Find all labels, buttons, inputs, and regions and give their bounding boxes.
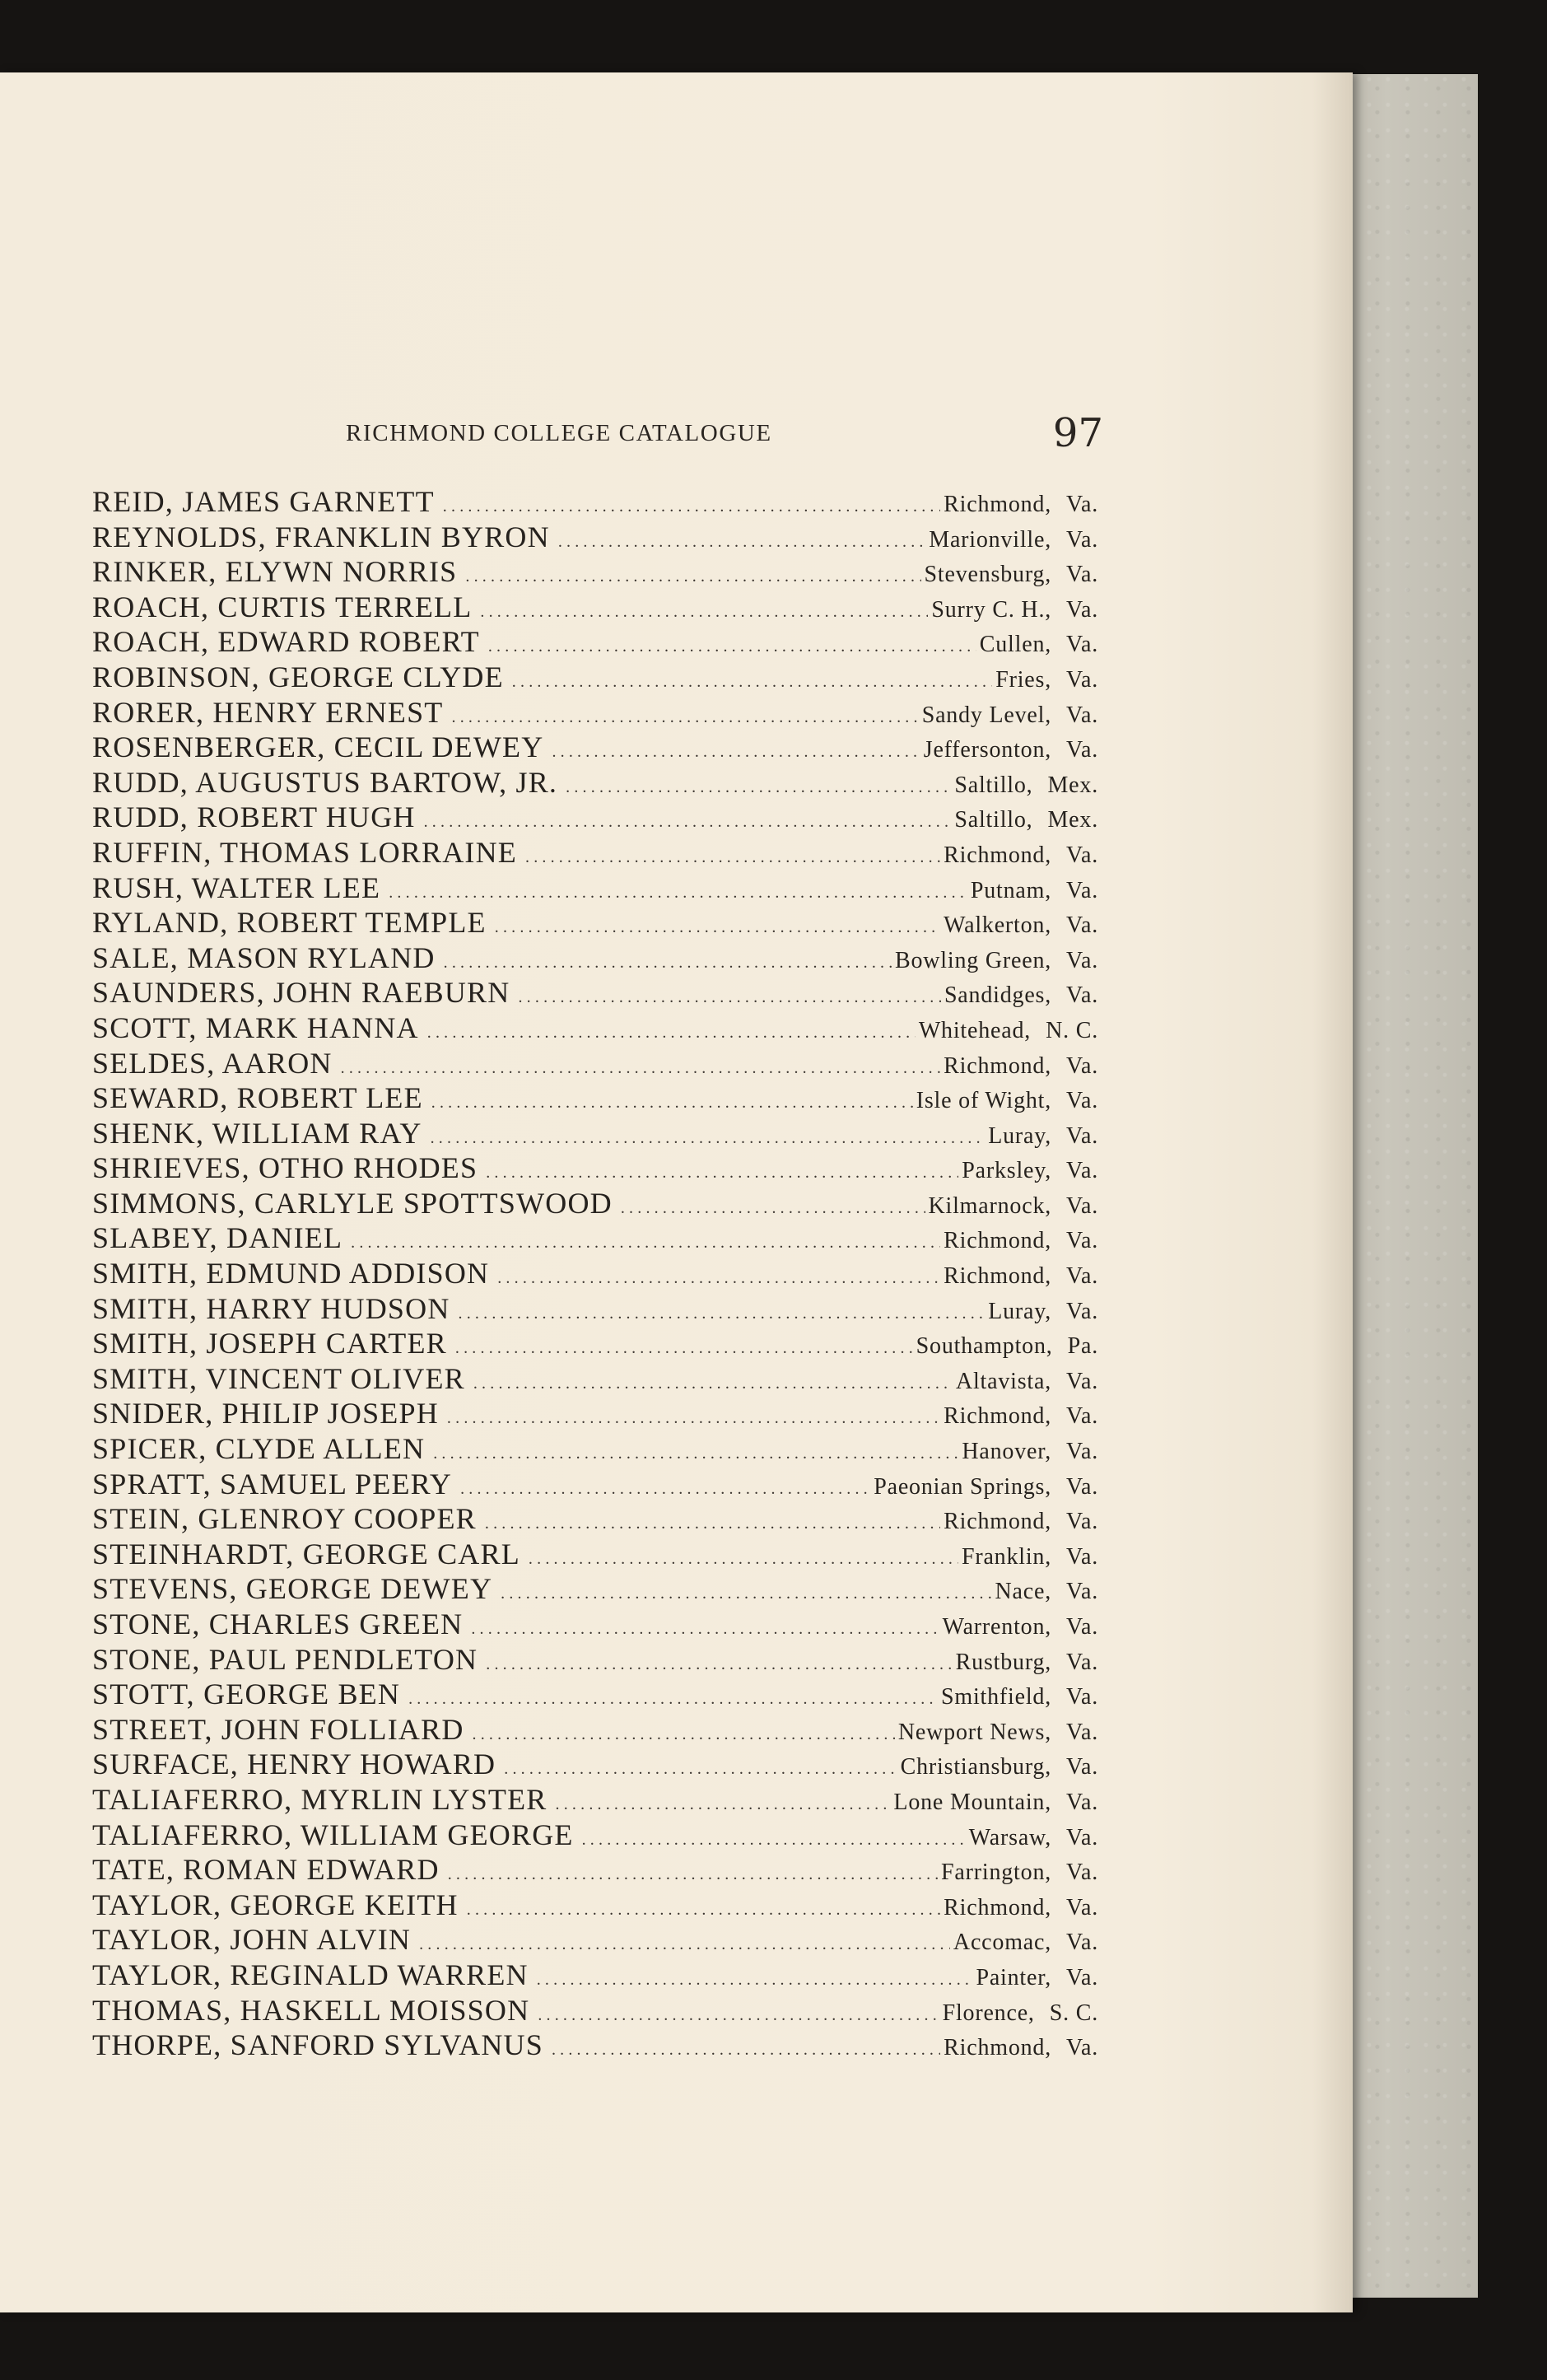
state-abbreviation: Va. xyxy=(1066,1543,1098,1570)
dot-leader xyxy=(448,1857,938,1892)
dot-leader xyxy=(447,1401,940,1436)
dot-leader xyxy=(427,1015,916,1051)
state-abbreviation: Va. xyxy=(1066,1122,1098,1149)
student-name: STEIN, GLENROY COOPER xyxy=(92,1502,477,1536)
roster-entry xyxy=(92,765,1098,800)
dot-leader xyxy=(467,1892,940,1928)
hometown: Altavista, xyxy=(955,1368,1052,1394)
student-name: STEVENS, GEORGE DEWEY xyxy=(92,1572,493,1606)
page-header xyxy=(346,410,1103,473)
roster-entry xyxy=(92,1642,1098,1678)
roster-entry xyxy=(92,1571,1098,1607)
dot-leader xyxy=(486,1647,952,1682)
hometown: Richmond, xyxy=(944,2035,1052,2061)
roster-entry xyxy=(92,1256,1098,1291)
student-name: SURFACE, HENRY HOWARD xyxy=(92,1748,496,1781)
hometown: Richmond, xyxy=(944,1509,1052,1535)
roster-entry xyxy=(92,1852,1098,1888)
hometown: Luray, xyxy=(988,1122,1052,1149)
hometown: Stevensburg, xyxy=(924,562,1052,588)
roster-entry xyxy=(92,1677,1098,1712)
hometown: Newport News, xyxy=(897,1719,1052,1745)
roster-entry xyxy=(92,940,1098,976)
hometown: Richmond, xyxy=(944,1052,1052,1079)
dot-leader xyxy=(537,1962,973,1998)
hometown: Christiansburg, xyxy=(900,1754,1052,1780)
dot-leader xyxy=(552,735,920,770)
state-abbreviation: Va. xyxy=(1066,1088,1098,1114)
state-abbreviation: Va. xyxy=(1066,1649,1098,1675)
dot-leader xyxy=(455,1331,913,1366)
hometown: Sandidges, xyxy=(944,982,1052,1009)
state-abbreviation: Va. xyxy=(1066,1509,1098,1535)
dot-leader xyxy=(485,1506,940,1542)
state-abbreviation: Va. xyxy=(1066,1192,1098,1219)
student-name: RUFFIN, THOMAS LORRAINE xyxy=(92,835,517,869)
dot-leader xyxy=(431,1085,913,1121)
hometown: Smithfield, xyxy=(941,1684,1052,1710)
page-number: 97 xyxy=(1052,410,1103,456)
state-abbreviation: Va. xyxy=(1066,1473,1098,1500)
roster-entry xyxy=(92,1782,1098,1818)
roster-entry xyxy=(92,1080,1098,1116)
roster-entry xyxy=(92,1607,1098,1642)
dot-leader xyxy=(518,980,940,1015)
student-name: RUDD, ROBERT HUGH xyxy=(92,800,416,834)
roster-entry xyxy=(92,1116,1098,1151)
hometown: Richmond, xyxy=(944,842,1052,868)
hometown: Richmond, xyxy=(944,1403,1052,1430)
roster-entry xyxy=(92,870,1098,906)
state-abbreviation: Va. xyxy=(1066,1263,1098,1290)
dot-leader xyxy=(538,1998,939,2033)
student-name: SMITH, HARRY HUDSON xyxy=(92,1291,450,1325)
state-abbreviation: Va. xyxy=(1066,562,1098,588)
state-abbreviation: Va. xyxy=(1066,1719,1098,1745)
student-name: THORPE, SANFORD SYLVANUS xyxy=(92,2028,543,2062)
dot-leader xyxy=(529,1542,958,1577)
roster-entry xyxy=(92,975,1098,1010)
student-name: TAYLOR, JOHN ALVIN xyxy=(92,1923,412,1957)
roster-entry xyxy=(92,660,1098,695)
student-name: SCOTT, MARK HANNA xyxy=(92,1010,419,1044)
catalogue-page xyxy=(0,72,1353,2312)
student-name: STEINHARDT, GEORGE CARL xyxy=(92,1537,520,1570)
student-name: TALIAFERRO, MYRLIN LYSTER xyxy=(92,1782,548,1816)
student-name: STONE, PAUL PENDLETON xyxy=(92,1642,478,1676)
student-name: TAYLOR, REGINALD WARREN xyxy=(92,1958,529,1991)
dot-leader xyxy=(444,945,892,981)
hometown: Bowling Green, xyxy=(894,947,1052,973)
state-abbreviation: Pa. xyxy=(1067,1333,1098,1360)
state-abbreviation: Va. xyxy=(1066,1439,1098,1465)
running-head: RICHMOND COLLEGE CATALOGUE xyxy=(346,420,772,446)
hometown: Paeonian Springs, xyxy=(874,1473,1052,1500)
dot-leader xyxy=(525,840,940,875)
state-abbreviation: Va. xyxy=(1066,1403,1098,1430)
state-abbreviation: Va. xyxy=(1066,1298,1098,1324)
student-name: RYLAND, ROBERT TEMPLE xyxy=(92,906,487,940)
state-abbreviation: Va. xyxy=(1066,666,1098,693)
student-name: SALE, MASON RYLAND xyxy=(92,940,436,974)
student-name: TALIAFERRO, WILLIAM GEORGE xyxy=(92,1818,574,1851)
hometown: Putnam, xyxy=(970,877,1052,903)
state-abbreviation: Va. xyxy=(1066,1052,1098,1079)
student-name: SHENK, WILLIAM RAY xyxy=(92,1116,422,1150)
student-name: STOTT, GEORGE BEN xyxy=(92,1678,401,1711)
dot-leader xyxy=(433,1436,958,1472)
student-name: SHRIEVES, OTHO RHODES xyxy=(92,1151,478,1185)
roster-entry xyxy=(92,554,1098,590)
dot-leader xyxy=(471,1612,939,1647)
roster-entry xyxy=(92,695,1098,730)
roster-entry xyxy=(92,1291,1098,1327)
dot-leader xyxy=(488,629,976,665)
hometown: Hanover, xyxy=(962,1439,1052,1465)
hometown: Nace, xyxy=(995,1579,1052,1605)
dot-leader xyxy=(408,1682,938,1717)
dot-leader xyxy=(480,595,928,630)
student-name: RINKER, ELYWN NORRIS xyxy=(92,555,458,589)
dot-leader xyxy=(473,1366,953,1402)
state-abbreviation: Mex. xyxy=(1047,772,1098,798)
dot-leader xyxy=(558,525,925,560)
hometown: Richmond, xyxy=(944,492,1052,517)
state-abbreviation: Va. xyxy=(1066,492,1098,517)
student-name: THOMAS, HASKELL MOISSON xyxy=(92,1993,530,2027)
dot-leader xyxy=(495,910,940,945)
hometown: Whitehead, xyxy=(918,1017,1032,1043)
student-name: ROACH, CURTIS TERRELL xyxy=(92,590,473,623)
dot-leader xyxy=(460,1472,870,1507)
hometown: Sandy Level, xyxy=(921,702,1052,728)
student-name: RUSH, WALTER LEE xyxy=(92,870,381,904)
state-abbreviation: Va. xyxy=(1066,1824,1098,1850)
roster-entry xyxy=(92,1501,1098,1537)
roster-entry xyxy=(92,1326,1098,1361)
state-abbreviation: Va. xyxy=(1066,1579,1098,1605)
hometown: Lone Mountain, xyxy=(893,1789,1052,1815)
hometown: Richmond, xyxy=(944,1228,1052,1254)
dot-leader xyxy=(504,1752,897,1787)
dot-leader xyxy=(552,2032,940,2068)
roster-entry xyxy=(92,1537,1098,1572)
roster-entry xyxy=(92,484,1098,520)
state-abbreviation: Mex. xyxy=(1047,807,1098,833)
roster-entry xyxy=(92,520,1098,555)
roster-entry xyxy=(92,1046,1098,1081)
hometown: Surry C. H., xyxy=(931,596,1052,623)
roster-entry xyxy=(92,1993,1098,2028)
dot-leader xyxy=(473,1717,895,1752)
roster-entry xyxy=(92,1150,1098,1186)
state-abbreviation: S. C. xyxy=(1049,2000,1098,2026)
roster-entry xyxy=(92,1922,1098,1958)
roster-entry xyxy=(92,905,1098,940)
dot-leader xyxy=(431,1121,986,1156)
hometown: Jeffersonton, xyxy=(923,737,1052,763)
hometown: Luray, xyxy=(988,1298,1052,1324)
state-abbreviation: Va. xyxy=(1066,1789,1098,1815)
student-name: STONE, CHARLES GREEN xyxy=(92,1608,464,1640)
state-abbreviation: Va. xyxy=(1066,1964,1098,1990)
state-abbreviation: Va. xyxy=(1066,1158,1098,1184)
student-name: RORER, HENRY ERNEST xyxy=(92,695,444,729)
roster-entry xyxy=(92,1818,1098,1853)
roster-entry xyxy=(92,1396,1098,1431)
state-abbreviation: Va. xyxy=(1066,1614,1098,1640)
hometown: Marionville, xyxy=(929,526,1052,553)
state-abbreviation: Va. xyxy=(1066,632,1098,658)
student-name: ROSENBERGER, CECIL DEWEY xyxy=(92,730,544,764)
roster-entry xyxy=(92,590,1098,625)
roster-entry xyxy=(92,1467,1098,1502)
state-abbreviation: N. C. xyxy=(1046,1017,1098,1043)
state-abbreviation: Va. xyxy=(1066,1368,1098,1394)
student-name: REYNOLDS, FRANKLIN BYRON xyxy=(92,520,550,553)
hometown: Florence, xyxy=(942,2000,1035,2026)
state-abbreviation: Va. xyxy=(1066,842,1098,868)
hometown: Farrington, xyxy=(941,1860,1052,1886)
roster-entry xyxy=(92,730,1098,765)
state-abbreviation: Va. xyxy=(1066,1228,1098,1254)
student-roster xyxy=(92,484,1098,2063)
hometown: Fries, xyxy=(995,666,1052,693)
student-name: SEWARD, ROBERT LEE xyxy=(92,1081,423,1115)
roster-entry xyxy=(92,2028,1098,2063)
roster-entry xyxy=(92,624,1098,660)
state-abbreviation: Va. xyxy=(1066,1754,1098,1780)
state-abbreviation: Va. xyxy=(1066,596,1098,623)
student-name: SMITH, JOSEPH CARTER xyxy=(92,1327,447,1360)
state-abbreviation: Va. xyxy=(1066,1894,1098,1920)
state-abbreviation: Va. xyxy=(1066,1930,1098,1956)
student-name: REID, JAMES GARNETT xyxy=(92,485,435,518)
dot-leader xyxy=(556,1787,891,1822)
roster-entry xyxy=(92,1958,1098,1993)
dot-leader xyxy=(501,1576,991,1612)
roster-entry xyxy=(92,835,1098,870)
hometown: Accomac, xyxy=(953,1930,1052,1956)
hometown: Isle of Wight, xyxy=(916,1088,1052,1114)
hometown: Richmond, xyxy=(944,1894,1052,1920)
dot-leader xyxy=(497,1261,940,1296)
state-abbreviation: Va. xyxy=(1066,526,1098,553)
student-name: SELDES, AARON xyxy=(92,1046,333,1080)
dot-leader xyxy=(566,770,951,805)
student-name: ROBINSON, GEORGE CLYDE xyxy=(92,660,504,693)
roster-entry xyxy=(92,1747,1098,1782)
dot-leader xyxy=(459,1296,986,1332)
dot-leader xyxy=(512,665,992,700)
state-abbreviation: Va. xyxy=(1066,702,1098,728)
state-abbreviation: Va. xyxy=(1066,877,1098,903)
hometown: Saltillo, xyxy=(954,807,1033,833)
student-name: TATE, ROMAN EDWARD xyxy=(92,1853,440,1887)
hometown: Warsaw, xyxy=(968,1824,1052,1850)
roster-entry xyxy=(92,1712,1098,1748)
state-abbreviation: Va. xyxy=(1066,1684,1098,1710)
roster-entry xyxy=(92,1888,1098,1923)
student-name: SLABEY, DANIEL xyxy=(92,1221,343,1255)
student-name: SAUNDERS, JOHN RAEBURN xyxy=(92,976,510,1010)
dot-leader xyxy=(582,1822,966,1858)
dot-leader xyxy=(621,1191,925,1226)
state-abbreviation: Va. xyxy=(1066,947,1098,973)
student-name: SPICER, CLYDE ALLEN xyxy=(92,1432,426,1466)
student-name: ROACH, EDWARD ROBERT xyxy=(92,625,480,659)
dot-leader xyxy=(341,1051,941,1086)
hometown: Walkerton, xyxy=(944,912,1052,939)
hometown: Kilmarnock, xyxy=(928,1192,1052,1219)
state-abbreviation: Va. xyxy=(1066,737,1098,763)
dot-leader xyxy=(465,559,920,595)
roster-entry xyxy=(92,800,1098,835)
roster-entry xyxy=(92,1220,1098,1256)
state-abbreviation: Va. xyxy=(1066,2035,1098,2061)
hometown: Rustburg, xyxy=(955,1649,1052,1675)
roster-entry xyxy=(92,1361,1098,1397)
hometown: Cullen, xyxy=(979,632,1052,658)
student-name: RUDD, AUGUSTUS BARTOW, JR. xyxy=(92,765,558,799)
student-name: SPRATT, SAMUEL PEERY xyxy=(92,1467,453,1500)
student-name: SMITH, EDMUND ADDISON xyxy=(92,1257,490,1290)
hometown: Painter, xyxy=(976,1964,1052,1990)
hometown: Richmond, xyxy=(944,1263,1052,1290)
student-name: SIMMONS, CARLYLE SPOTTSWOOD xyxy=(92,1186,613,1220)
student-name: TAYLOR, GEORGE KEITH xyxy=(92,1888,459,1921)
state-abbreviation: Va. xyxy=(1066,982,1098,1009)
hometown: Southampton, xyxy=(916,1333,1053,1360)
hometown: Franklin, xyxy=(961,1543,1052,1570)
student-name: STREET, JOHN FOLLIARD xyxy=(92,1712,464,1746)
hometown: Saltillo, xyxy=(954,772,1033,798)
hometown: Parksley, xyxy=(962,1158,1052,1184)
state-abbreviation: Va. xyxy=(1066,912,1098,939)
roster-entry xyxy=(92,1010,1098,1046)
roster-entry xyxy=(92,1431,1098,1467)
student-name: SMITH, VINCENT OLIVER xyxy=(92,1361,465,1395)
student-name: SNIDER, PHILIP JOSEPH xyxy=(92,1397,439,1430)
hometown: Warrenton, xyxy=(942,1614,1052,1640)
state-abbreviation: Va. xyxy=(1066,1860,1098,1886)
roster-entry xyxy=(92,1186,1098,1221)
